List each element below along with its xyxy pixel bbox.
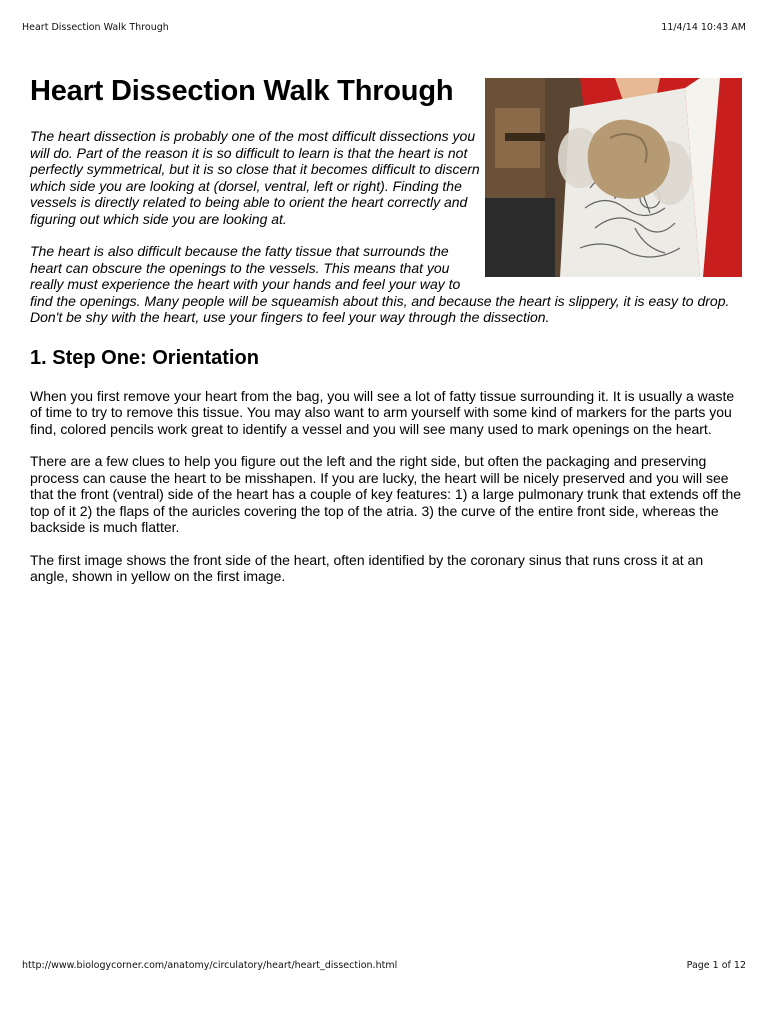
body-paragraph-1: When you first remove your heart from the bag, you will see a lot of fatty tissue surrounding it. It is usually a waste of time to try to remove this tissue. You may also want to arm yourself with some kind of markers for the parts you find, colored pencils work great to identify a vessel and you will see many used to mark openings on the heart. — [30, 387, 735, 437]
body-paragraph-2: There are a few clues to help you figure out the left and the right side, but often the packaging and preserving process can cause the heart to be misshapen. If you are lucky, the heart will be nicely preserved and you will see that the front (ventral) side of the heart has a couple of key features: 1) a large pulmonary trunk that extends off the top of it 2) the flaps of the auricles covering the top of the atria. 3) the curve of the entire front side, whereas the backside is much flatter. — [30, 453, 742, 535]
photo-illustration — [485, 78, 742, 277]
print-footer-page: Page 1 of 12 — [686, 960, 746, 971]
print-header-datetime: 11/4/14 10:43 AM — [661, 22, 746, 33]
body-paragraph-3: The first image shows the front side of the heart, often identified by the coronary sinus that runs cross it at an angle, shown in yellow on the first image. — [30, 551, 704, 584]
print-footer — [22, 960, 746, 974]
article — [30, 74, 742, 601]
intro-paragraph-1: The heart dissection is probably one of the most difficult dissections you will do. Part of the reason it is so difficult to learn is that the heart is not perfectly symmetrical, but it is so close that it becomes difficult to discern which side you are looking at (dorsel, ventral, left or right). Finding the vessels is directly related to being able to orient the heart correctly and figuring out which side you are looking at. — [30, 128, 480, 227]
print-header-title: Heart Dissection Walk Through — [22, 22, 169, 33]
print-header — [22, 22, 746, 36]
article-title: Heart Dissection Walk Through — [30, 75, 454, 107]
intro-paragraph-2: The heart is also difficult because the fatty tissue that surrounds the heart can obscure the openings to the vessels. This means that you really must experience the heart with your hands and feel your way to find the openings. Many people will be squeamish about this, and because the heart is slippery, it is easy to drop. Don't be shy with the heart, use your fingers to feel your way through the dissection. — [30, 243, 730, 325]
student-holding-heart-photo — [485, 78, 742, 277]
section-heading: 1. Step One: Orientation — [30, 346, 259, 369]
print-footer-url: http://www.biologycorner.com/anatomy/circulatory/heart/heart_dissection.html — [22, 960, 398, 971]
